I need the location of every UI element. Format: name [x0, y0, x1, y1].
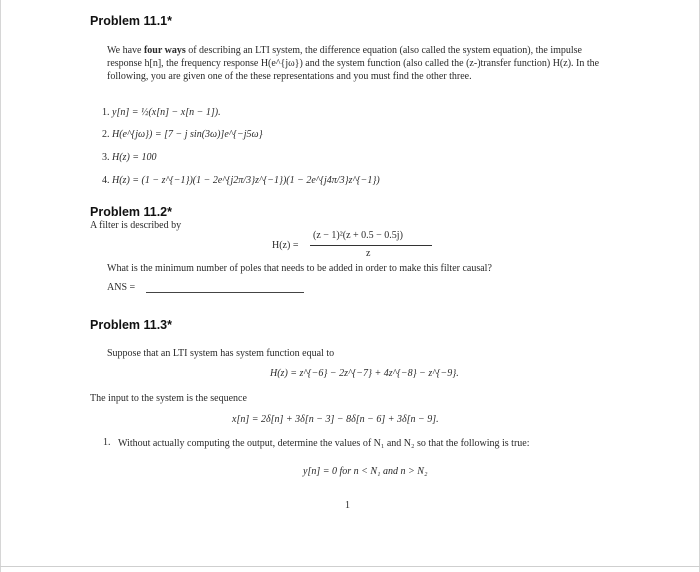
problem-11-3-item-text: Without actually computing the output, determine the values of N₁ and N₂ so that the following is true: [118, 438, 530, 449]
intro-bold: four ways [143, 45, 186, 56]
problem-11-2-title: Problem 11.2* [90, 205, 172, 219]
input-sequence-label: The input to the system is the sequence [90, 393, 247, 404]
answer-label: ANS = [107, 282, 136, 293]
problem-11-3-intro: Suppose that an LTI system has system function equal to [107, 348, 335, 359]
intro-pre: We have [107, 45, 144, 56]
input-sequence-eq: x[n] = 2δ[n] + 3δ[n − 3] − 8δ[n − 6] + 3δ[n − 9]. [232, 414, 439, 425]
system-function-eq: H(z) = z^{−6} − 2z^{−7} + 4z^{−8} − z^{−9}. [270, 368, 459, 379]
page-bottom-line [0, 566, 700, 567]
problem-11-2-subtitle: A filter is described by [90, 220, 182, 231]
page-border-left [0, 0, 1, 572]
page-number: 1 [345, 500, 350, 511]
problem-11-2-question: What is the minimum number of poles that needs to be added in order to make this filter causal? [107, 263, 492, 274]
filter-eq-numerator: (z − 1)²(z + 0.5 − 0.5j) [313, 230, 403, 241]
output-condition: y[n] = 0 for n < N₁ and n > N₂ [303, 466, 428, 477]
item-4: 4. H(z) = (1 − z^{−1})(1 − 2e^{j2π/3}z^{−1})(1 − 2e^{j4π/3}z^{−1}) [102, 175, 380, 186]
problem-11-1-title: Problem 11.1* [90, 14, 172, 28]
item-1: 1. y[n] = ½(x[n] − x[n − 1]). [102, 107, 221, 118]
item-2: 2. H(e^{jω}) = [7 − j sin(3ω)]e^{−j5ω} [102, 129, 263, 140]
problem-11-3-title: Problem 11.3* [90, 318, 172, 332]
filter-eq-denominator: z [366, 248, 371, 259]
intro-post: of describing an LTI system, the difference equation (also called the system equation), the impulse response h[n], the frequency response H(e^{jω}) and the system function (also called the (z-)transfer function) H(z). In the following, you are given one of the these representations and you must find the other three. [107, 45, 600, 82]
filter-eq-fraction-bar [310, 245, 432, 246]
answer-blank [146, 292, 304, 293]
problem-11-1-intro [107, 44, 612, 83]
filter-eq-lhs: H(z) = [272, 240, 299, 251]
item-3: 3. H(z) = 100 [102, 152, 157, 163]
problem-11-3-item-number: 1. [103, 437, 111, 448]
